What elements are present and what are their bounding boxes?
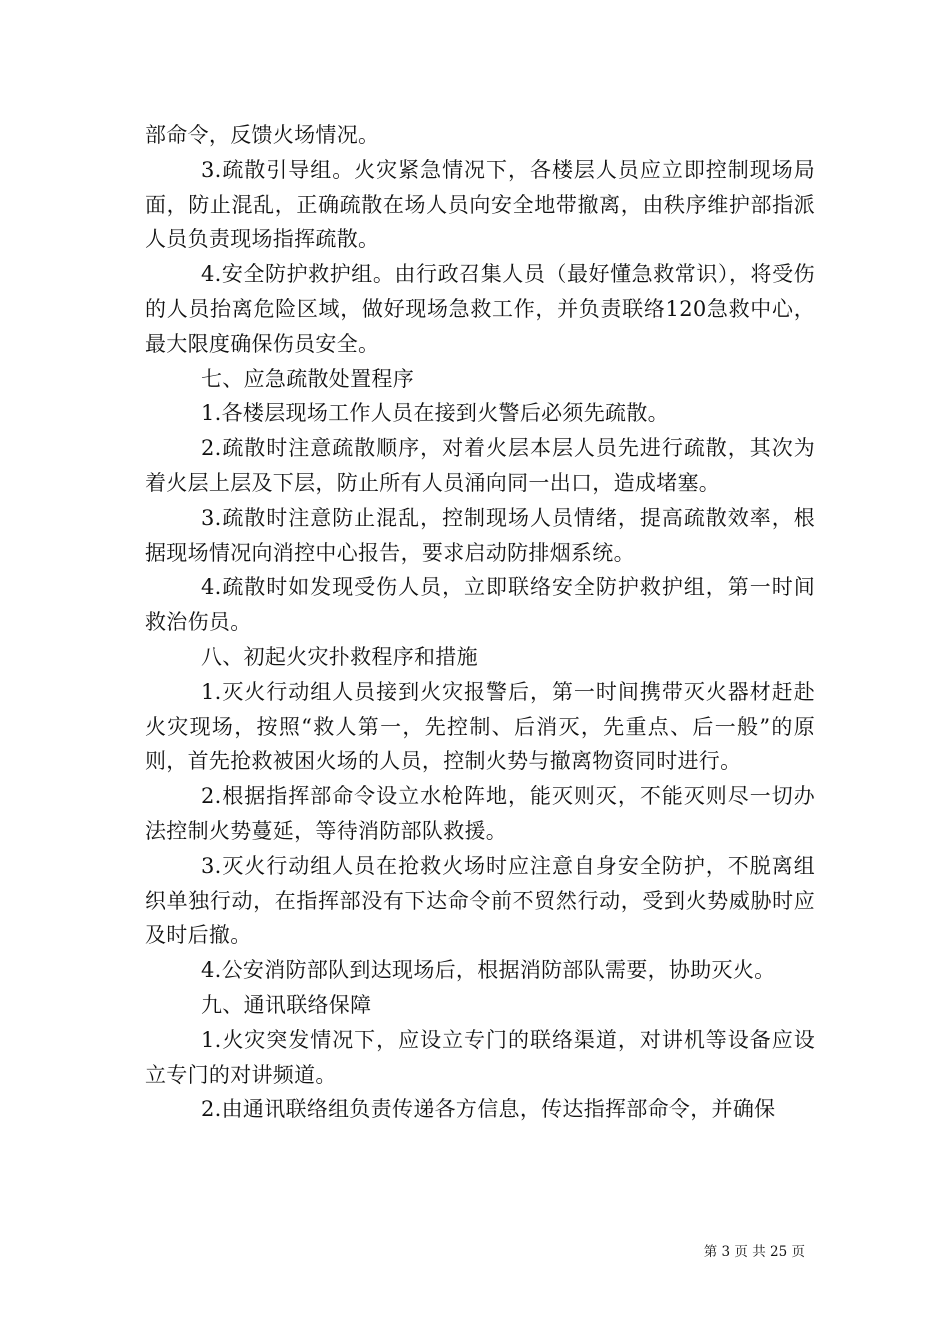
paragraph: 1.灭火行动组人员接到火灾报警后，第一时间携带灭火器材赶赴火灾现场，按照“救人第一，先控制、后消灭，先重点、后一般”的原则，首先抢救被困火场的人员，控制火势与撤离物资同时进行。	[145, 679, 815, 774]
paragraph: 2.根据指挥部命令设立水枪阵地，能灭则灭，不能灭则尽一切办法控制火势蔓延，等待消防部队救援。	[145, 784, 815, 843]
section-heading: 八、初起火灾扑救程序和措施	[201, 644, 478, 669]
paragraph: 2.由通讯联络组负责传递各方信息，传达指挥部命令，并确保	[201, 1097, 776, 1122]
paragraph: 部命令，反馈火场情况。	[145, 123, 380, 147]
paragraph: 4.疏散时如发现受伤人员，立即联络安全防护救护组，第一时间救治伤员。	[145, 575, 815, 635]
paragraph: 3.灭火行动组人员在抢救火场时应注意自身安全防护，不脱离组织单独行动，在指挥部没有下达命令前不贸然行动，受到火势威胁时应及时后撤。	[145, 853, 815, 948]
paragraph: 4.公安消防部队到达现场后，根据消防部队需要，协助灭火。	[201, 958, 776, 983]
paragraph: 3.疏散时注意防止混乱，控制现场人员情绪，提高疏散效率，根据现场情况向消控中心报告，要求启动防排烟系统。	[145, 505, 815, 565]
paragraph: 4.安全防护救护组。由行政召集人员（最好懂急救常识），将受伤的人员抬离危险区域，做好现场急救工作，并负责联络120急救中心，最大限度确保伤员安全。	[145, 262, 815, 356]
page-number: 第 3 页 共 25 页	[703, 1244, 805, 1260]
paragraph: 3.疏散引导组。火灾紧急情况下，各楼层人员应立即控制现场局面，防止混乱，正确疏散在场人员向安全地带撤离，由秩序维护部指派人员负责现场指挥疏散。	[145, 157, 815, 252]
section-heading: 七、应急疏散处置程序	[201, 366, 414, 391]
document-body	[145, 118, 815, 1127]
paragraph: 1.火灾突发情况下，应设立专门的联络渠道，对讲机等设备应设立专门的对讲频道。	[145, 1027, 815, 1087]
paragraph: 1.各楼层现场工作人员在接到火警后必须先疏散。	[201, 401, 669, 426]
section-heading: 九、通讯联络保障	[201, 992, 372, 1017]
paragraph: 2.疏散时注意疏散顺序，对着火层本层人员先进行疏散，其次为着火层上层及下层，防止所有人员涌向同一出口，造成堵塞。	[145, 436, 815, 495]
